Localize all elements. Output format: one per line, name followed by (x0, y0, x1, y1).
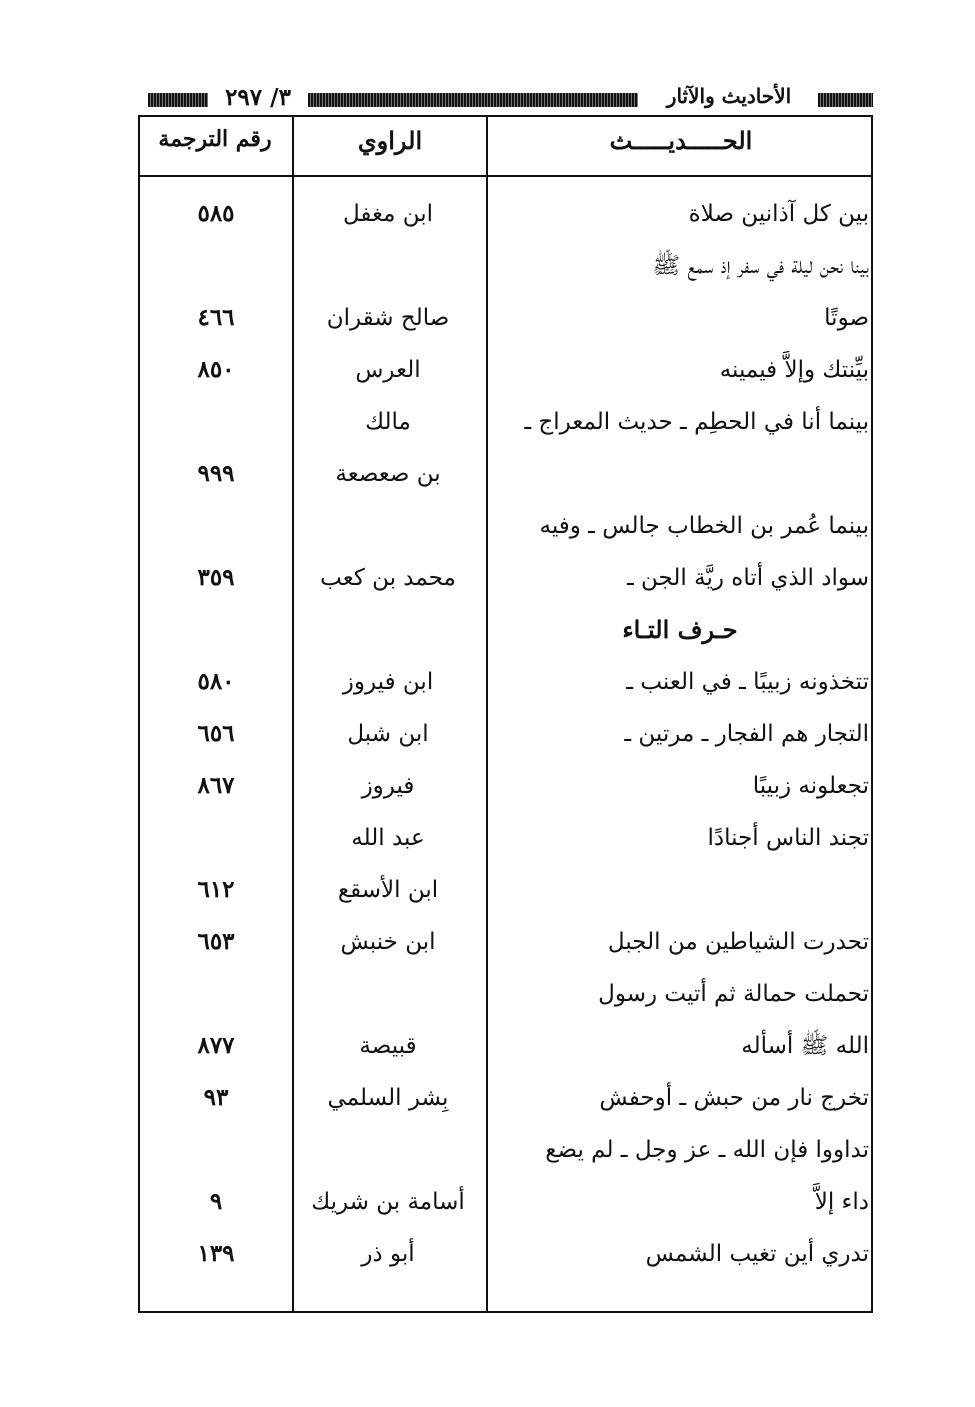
hadith-cell: تجعلونه زبيبًا (752, 773, 869, 799)
table-row (140, 500, 871, 552)
rawi-cell: ابن مغفل (342, 201, 434, 227)
hadith-cell (492, 448, 869, 500)
hadith-cell: بين كل آذانين صلاة (688, 201, 869, 227)
table-row (140, 1072, 871, 1124)
table-row (140, 916, 871, 968)
rawi-cell: ابن الأسقع (337, 877, 439, 903)
rawi-cell (292, 1124, 484, 1176)
tarjama-number-cell (146, 1124, 286, 1176)
tarjama-number-cell: ٦١٢ (197, 876, 235, 903)
rawi-cell: ابن خنبش (340, 929, 436, 955)
rawi-cell (292, 500, 484, 552)
hadith-cell: بينا نحن ليلة في سفر إذ سمع ﷺ (652, 253, 869, 279)
rawi-cell: بن صعصعة (335, 461, 441, 487)
rawi-cell: أسامة بن شريك (311, 1189, 465, 1215)
hadith-cell: تجند الناس أجنادًا (707, 825, 869, 851)
tarjama-number-cell: ٩٣ (203, 1084, 229, 1111)
table-row (140, 1124, 871, 1176)
running-header (148, 84, 873, 114)
rawi-cell (292, 240, 484, 292)
rawi-cell: فيروز (361, 773, 415, 799)
header-ornament-left (148, 93, 208, 107)
hadith-cell: تحملت حمالة ثم أتيت رسول (598, 981, 869, 1007)
tarjama-number-cell: ٨٥٠ (197, 356, 235, 383)
section-heading: حـرف التـاء (622, 615, 738, 644)
tarjama-number-cell (146, 500, 286, 552)
tarjama-number-cell: ٩٩٩ (197, 460, 235, 487)
table-row (140, 708, 871, 760)
rawi-cell: محمد بن كعب (320, 565, 456, 591)
table-row (140, 396, 871, 448)
tarjama-number-cell (146, 396, 286, 448)
rawi-cell: قبيصة (359, 1033, 417, 1059)
hadith-cell: تتخذونه زبيبًا ـ في العنب ـ (626, 669, 869, 695)
rawi-cell (292, 604, 484, 656)
hadith-cell: تداووا فإن الله ـ عز وجل ـ لم يضع (545, 1137, 869, 1163)
table-row (140, 656, 871, 708)
hadith-cell (492, 864, 869, 916)
rawi-cell (292, 968, 484, 1020)
rawi-cell: مالك (365, 409, 411, 435)
rawi-cell: العرس (355, 357, 421, 383)
hadith-cell: تحدرت الشياطين من الجبل (607, 929, 869, 955)
tarjama-number-cell: ٤٦٦ (197, 304, 235, 331)
tarjama-number-cell (146, 812, 286, 864)
table-row (140, 552, 871, 604)
page-number: ٣/ ٢٩٧ (225, 84, 291, 111)
table-row (140, 812, 871, 864)
header-ornament-right (818, 93, 873, 107)
hadith-cell: بيِّنتك وإلاَّ فيمينه (719, 357, 869, 383)
tarjama-number-cell: ٥٨٠ (197, 668, 235, 695)
hadith-cell: التجار هم الفجار ـ مرتين ـ (624, 721, 869, 747)
table-row (140, 344, 871, 396)
column-header-tarjama: رقم الترجمة (158, 126, 272, 152)
hadith-cell: داء إلاَّ (814, 1189, 869, 1215)
tarjama-number-cell: ٣٥٩ (197, 564, 235, 591)
table-row (140, 968, 871, 1020)
tarjama-number-cell: ٦٥٦ (197, 720, 235, 747)
tarjama-number-cell: ٥٨٥ (197, 200, 235, 227)
tarjama-number-cell: ٨٧٧ (197, 1032, 235, 1059)
section-title: الأحاديث والآثار (666, 84, 792, 108)
hadith-cell: سواد الذي أتاه ريَّة الجن ـ (627, 565, 869, 591)
tarjama-number-cell: ٦٥٣ (197, 928, 235, 955)
tarjama-number-cell: ٨٦٧ (197, 772, 235, 799)
hadith-cell: بينما عُمر بن الخطاب جالس ـ وفيه (539, 513, 869, 539)
tarjama-number-cell (146, 604, 286, 656)
header-ornament-middle (308, 93, 638, 107)
hadith-cell: الله ﷺ أسأله (741, 1033, 869, 1059)
table-row (140, 864, 871, 916)
column-header-rawi: الراوي (357, 126, 423, 155)
tarjama-number-cell (146, 968, 286, 1020)
rawi-cell: عبد الله (351, 825, 425, 851)
table-row (140, 1228, 871, 1280)
rawi-cell: بِشر السلمي (327, 1085, 449, 1111)
table-row (140, 240, 871, 292)
table-row (140, 292, 871, 344)
table-row (140, 760, 871, 812)
tarjama-number-cell: ٩ (209, 1188, 223, 1215)
header-rule (138, 175, 873, 177)
hadith-cell: تدري أين تغيب الشمس (645, 1241, 869, 1267)
tarjama-number-cell: ١٣٩ (197, 1240, 235, 1267)
table-row (140, 188, 871, 240)
rawi-cell: ابن شبل (347, 721, 429, 747)
section-heading-row (140, 604, 871, 656)
hadith-cell: صوتًا (824, 305, 869, 331)
rawi-cell: أبو ذر (361, 1241, 415, 1267)
rawi-cell: صالح شقران (326, 305, 450, 331)
table-row (140, 448, 871, 500)
hadith-cell: تخرج نار من حبش ـ أوحفش (599, 1085, 869, 1111)
table-row (140, 1176, 871, 1228)
tarjama-number-cell (146, 240, 286, 292)
hadith-cell: بينما أنا في الحطِم ـ حديث المعراج ـ (524, 409, 869, 435)
column-header-hadith: الحـــــديـــــث (609, 126, 753, 155)
table-row (140, 1020, 871, 1072)
rawi-cell: ابن فيروز (342, 669, 434, 695)
